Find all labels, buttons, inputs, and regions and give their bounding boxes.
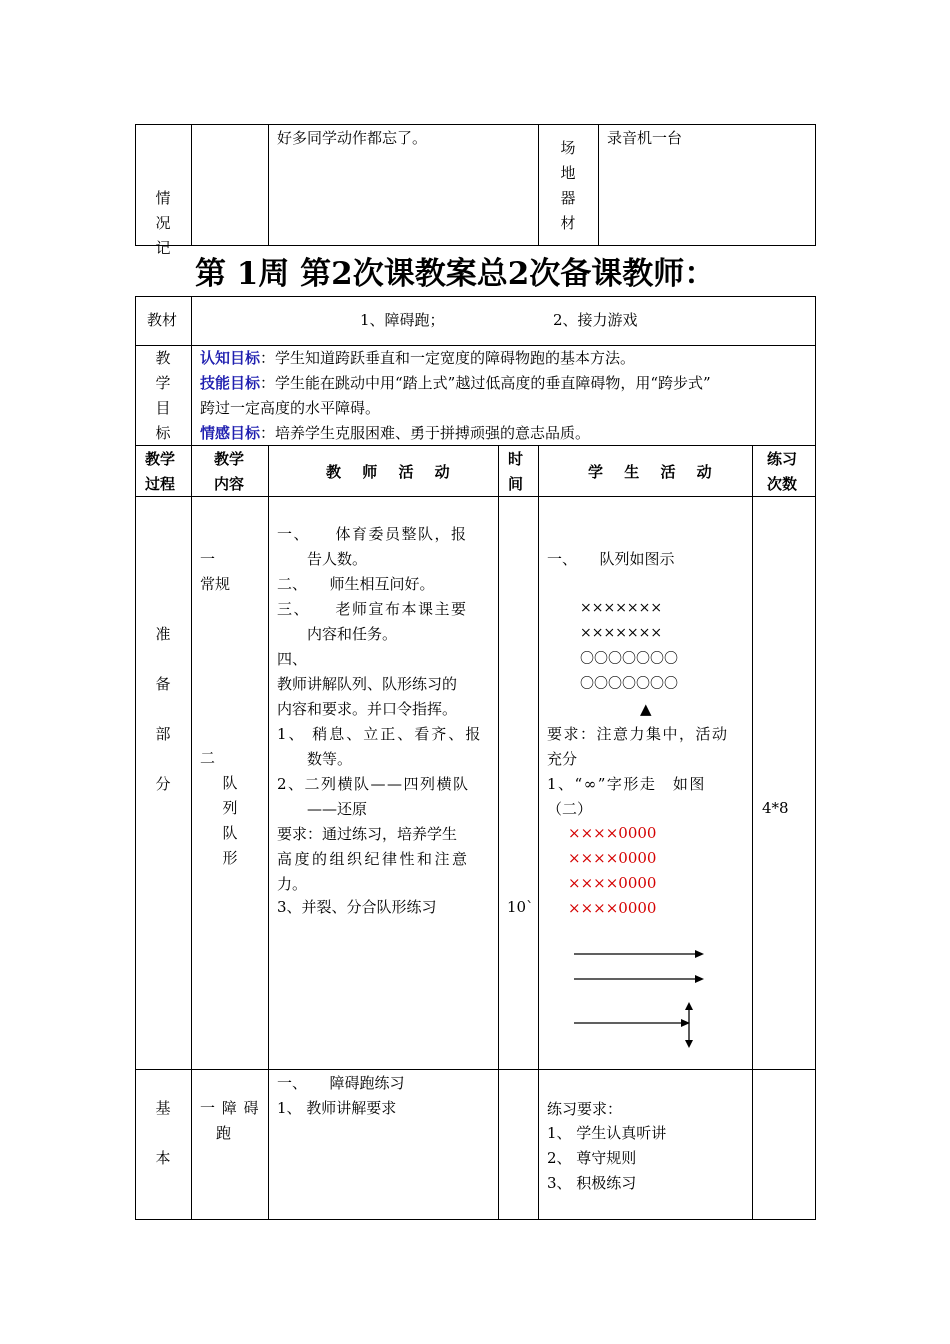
col-reps-label-1: 练习 — [767, 450, 798, 468]
situation-label-2: 况 — [155, 214, 171, 232]
basic-reps-cell — [752, 1069, 816, 1220]
movement-arrows-diagram — [566, 940, 716, 1052]
teacher-position-marker: ▲ — [640, 700, 652, 718]
basic-teacher-line: 1、 教师讲解要求 — [277, 1099, 397, 1117]
prep-time-cell — [498, 496, 539, 1070]
page-title: 第 1周 第2次课教案总2次备课教师： — [195, 256, 716, 292]
teacher-line: 内容和任务。 — [277, 625, 398, 643]
col-teacher-label: 教 师 活 动 — [326, 463, 454, 481]
goal-label-3: 目 — [155, 399, 171, 417]
situation-label-3: 记 — [155, 239, 171, 257]
figure-row: ××××0000 — [568, 899, 657, 917]
formation-x-row: ××××××× — [580, 600, 663, 616]
top-table-cell-blank — [191, 124, 269, 246]
goal-emotion-text: ：培养学生克服困难、勇于拼搏顽强的意志品质。 — [260, 424, 591, 442]
goal-skill-label: 技能目标 — [200, 374, 261, 392]
prep-section-3: 部 — [155, 725, 171, 743]
prep-content-2-b: 列 — [222, 799, 238, 817]
teacher-line: 3、并裂、分合队形练习 — [277, 898, 437, 916]
basic-teacher-line: 一、 障碍跑练习 — [277, 1074, 405, 1092]
arrow-right-icon — [574, 950, 704, 958]
col-process-label-1: 教学 — [145, 450, 176, 468]
prep-content-2-num: 二 — [200, 749, 216, 767]
venue-label-3: 器 — [560, 189, 576, 207]
col-content-label-1: 教学 — [214, 450, 245, 468]
prep-content-2-d: 形 — [222, 849, 238, 867]
prep-content-2-c: 队 — [222, 824, 238, 842]
basic-student-line: 练习要求： — [547, 1100, 623, 1118]
prep-content-2-a: 队 — [222, 774, 238, 792]
teacher-line: 力。 — [277, 875, 308, 893]
situation-label-1: 情 — [155, 189, 171, 207]
teacher-line: 内容和要求。并口令指挥。 — [277, 700, 458, 718]
prep-section-2: 备 — [155, 675, 171, 693]
arrow-right-icon — [574, 1019, 690, 1027]
basic-content-2: 跑 — [216, 1124, 232, 1142]
goal-cognitive-text: ：学生知道跨跃垂直和一定宽度的障碍物跑的基本方法。 — [260, 349, 636, 367]
material-item-2: 2、接力游戏 — [553, 311, 638, 329]
goal-label-2: 学 — [155, 374, 171, 392]
col-content-label-2: 内容 — [214, 475, 245, 493]
figure-row: ××××0000 — [568, 824, 657, 842]
prep-section-4: 分 — [155, 775, 171, 793]
teacher-line: 高度的组织纪律性和注意 — [277, 850, 470, 868]
goal-skill-text: ：学生能在跳动中用“踏上式”越过低高度的垂直障碍物，用“跨步式” — [260, 374, 711, 392]
prep-reps: 4*8 — [762, 799, 789, 817]
basic-section-2: 本 — [155, 1149, 171, 1167]
venue-label-1: 场 — [560, 139, 576, 157]
venue-label-2: 地 — [560, 164, 576, 182]
teacher-line: 二、 师生相互问好。 — [277, 575, 435, 593]
col-time-label-1: 时 — [508, 450, 524, 468]
teacher-line: 1、 稍息、立正、看齐、报 — [277, 725, 483, 743]
teacher-line: 要求：通过练习，培养学生 — [277, 825, 458, 843]
teacher-line: 2、二列横队——四列横队 — [277, 775, 470, 793]
goal-cognitive-label: 认知目标 — [200, 349, 261, 367]
teacher-line: 教师讲解队列、队形练习的 — [277, 675, 458, 693]
material-content-cell — [191, 296, 816, 346]
prep-section-1: 准 — [155, 625, 171, 643]
student-requirement: 充分 — [547, 750, 578, 768]
goal-emotion — [200, 421, 590, 446]
arrow-up-down-icon — [685, 1002, 693, 1048]
situation-note: 好多同学动作都忘了。 — [277, 129, 428, 147]
formation-o-row: 〇〇〇〇〇〇〇 — [580, 676, 678, 692]
goal-skill-cont: 跨过一定高度的水平障碍。 — [200, 399, 381, 417]
student-figure-line: （二） — [547, 800, 593, 818]
teacher-line: 一、 体育委员整队，报 — [277, 525, 468, 543]
col-student-label: 学 生 活 动 — [588, 463, 716, 481]
teacher-line: ——还原 — [277, 800, 368, 818]
prep-content-1-num: 一 — [200, 550, 216, 568]
figure-row: ××××0000 — [568, 874, 657, 892]
teacher-line: 数等。 — [277, 750, 353, 768]
basic-process-cell — [135, 1069, 192, 1220]
prep-time: 10` — [507, 898, 534, 916]
material-label: 教材 — [147, 311, 178, 329]
col-reps-label-2: 次数 — [767, 475, 798, 493]
basic-student-line: 2、 尊守规则 — [547, 1149, 637, 1167]
teacher-line: 告人数。 — [277, 550, 368, 568]
student-requirement: 要求：注意力集中，活动 — [547, 725, 729, 743]
prep-content-1: 常规 — [200, 575, 231, 593]
goal-label-1: 教 — [155, 349, 171, 367]
goal-emotion-label: 情感目标 — [200, 424, 261, 442]
basic-student-line: 1、 学生认真听讲 — [547, 1124, 667, 1142]
goal-cognitive — [200, 346, 635, 371]
goal-skill — [200, 371, 711, 396]
goal-label-4: 标 — [155, 424, 171, 442]
basic-time-cell — [498, 1069, 539, 1220]
col-time-label-2: 间 — [508, 475, 524, 493]
basic-content: 一 障 碍 — [200, 1099, 260, 1117]
basic-section-1: 基 — [155, 1099, 171, 1117]
figure-row: ××××0000 — [568, 849, 657, 867]
teacher-line: 四、 — [277, 650, 308, 668]
student-figure-line: 1、“∞”字形走 如图 — [547, 775, 706, 793]
material-item-1: 1、障碍跑； — [360, 311, 445, 329]
teacher-line: 三、 老师宣布本课主要 — [277, 600, 468, 618]
arrow-right-icon — [574, 975, 704, 983]
equipment-text: 录音机一台 — [607, 129, 683, 147]
venue-label-4: 材 — [560, 214, 576, 232]
formation-o-row: 〇〇〇〇〇〇〇 — [580, 651, 678, 667]
col-process-label-2: 过程 — [145, 475, 176, 493]
formation-x-row: ××××××× — [580, 625, 663, 641]
student-formation-intro: 一、 队列如图示 — [547, 550, 675, 568]
prep-reps-cell — [752, 496, 816, 1070]
basic-student-line: 3、 积极练习 — [547, 1174, 637, 1192]
